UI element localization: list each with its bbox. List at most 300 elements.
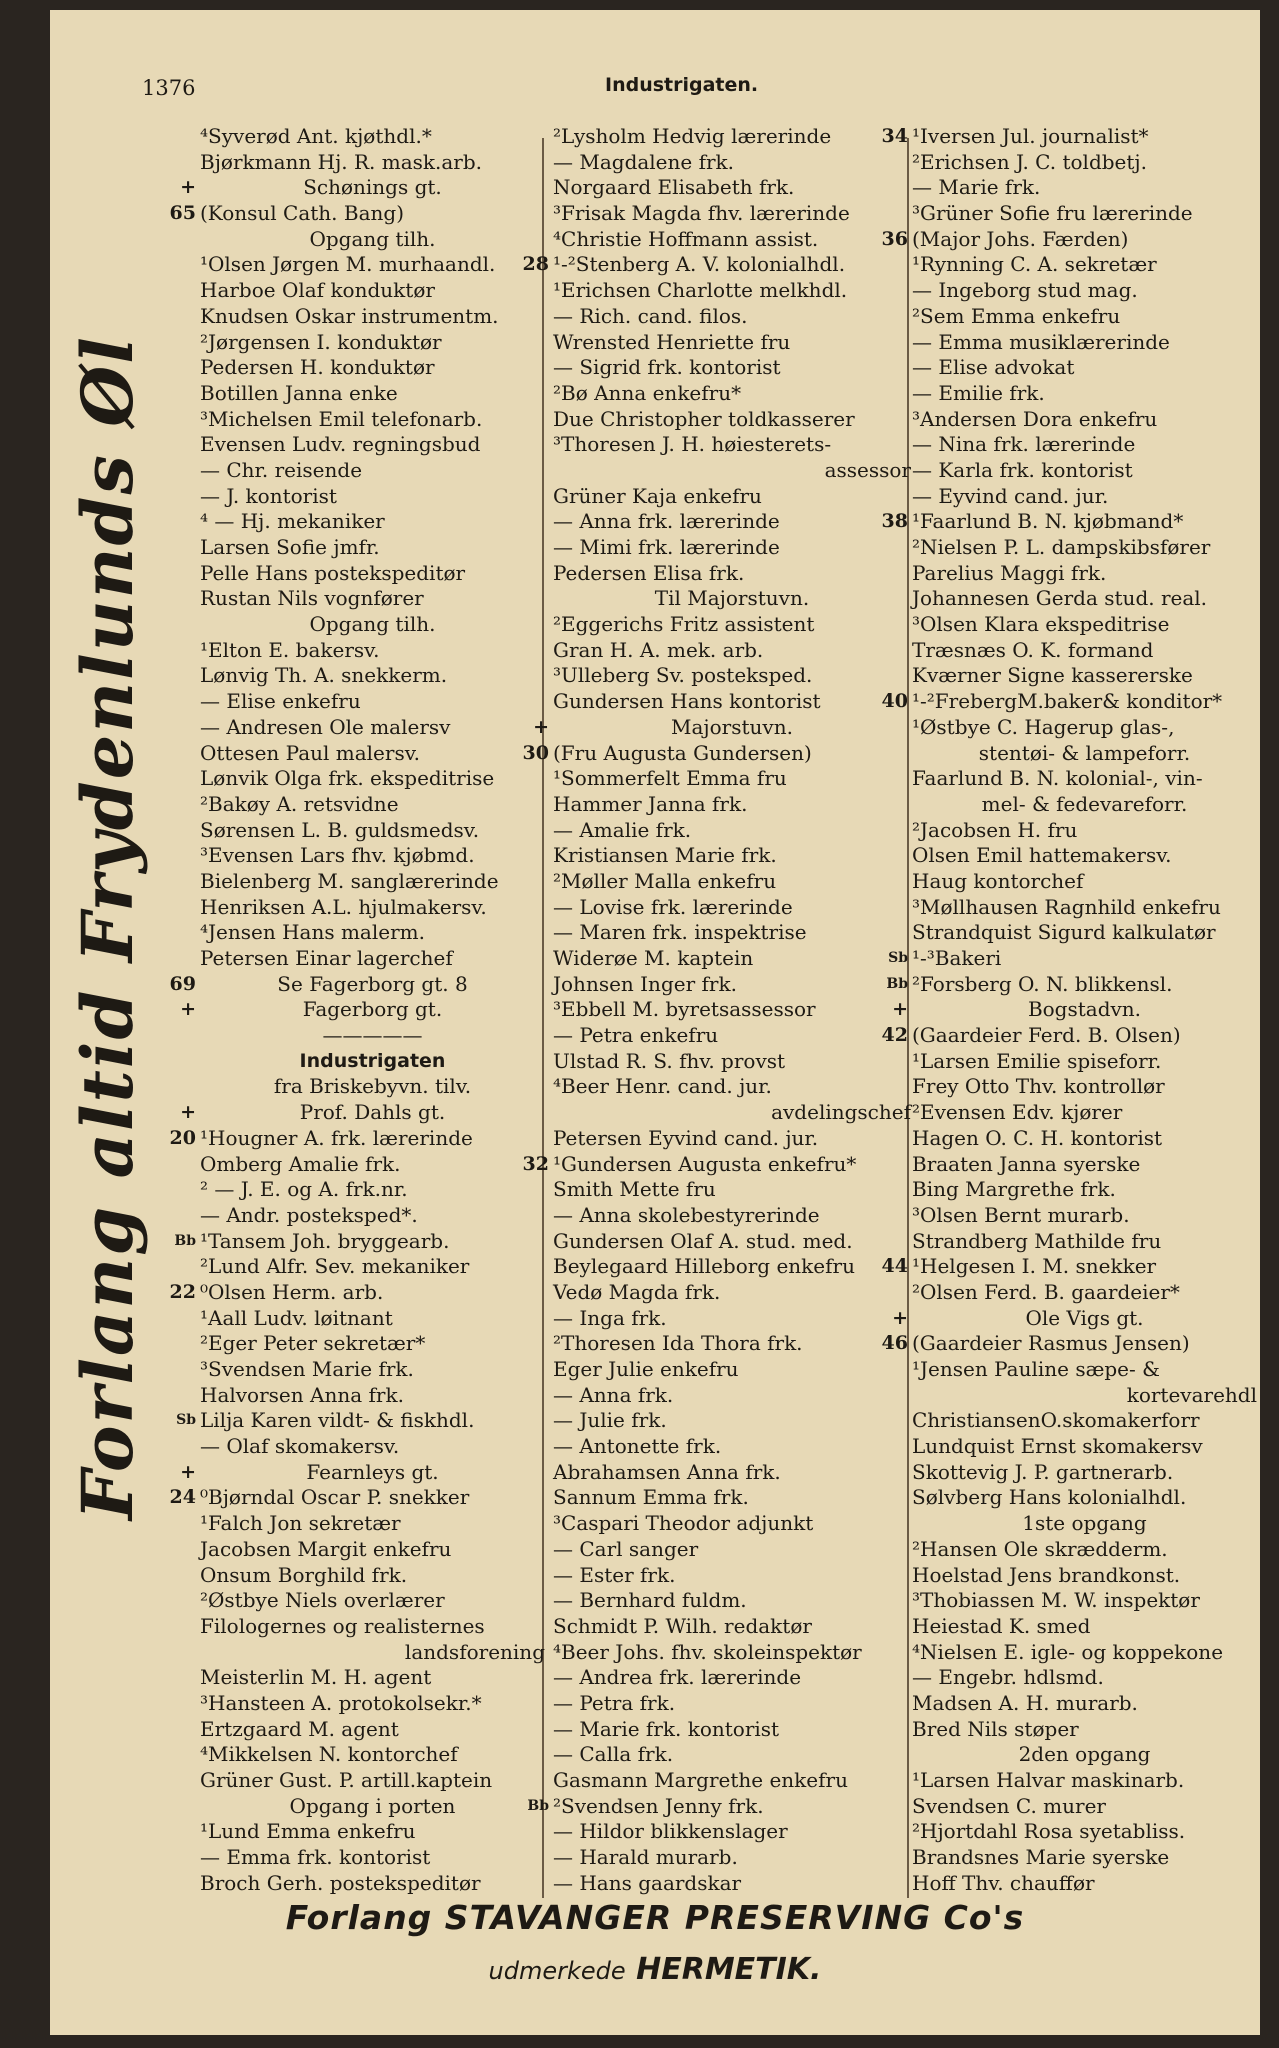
directory-entry <box>200 1742 545 1768</box>
entry-text: ¹Larsen Emilie spiseforr. <box>912 1048 1162 1073</box>
entry-text: Evensen Ludv. regningsbud <box>200 432 481 457</box>
entry-text: Jacobsen Margit enkefru <box>200 1536 452 1561</box>
directory-entry <box>881 226 1257 253</box>
directory-entry <box>912 1665 1257 1691</box>
entry-text: stentøi- & lampeforr. <box>978 740 1191 765</box>
entry-text: — Inga frk. <box>553 1305 667 1330</box>
entry-text: — Sigrid frk. kontorist <box>553 355 781 380</box>
directory-entry <box>912 1074 1257 1100</box>
directory-entry <box>912 818 1257 844</box>
directory-entry <box>200 355 545 381</box>
entry-text: — Bernhard fuldm. <box>553 1588 747 1613</box>
entry-text: Grüner Gust. P. artill.kaptein <box>200 1768 493 1792</box>
directory-entry <box>881 1254 1257 1280</box>
directory-entry <box>892 1305 1257 1332</box>
entry-text: ¹Helgesen I. M. snekker <box>912 1254 1157 1279</box>
vertical-advertisement: Forlang altid Frydenlunds Øl <box>66 335 149 1520</box>
entry-text: Lundquist Ernst skomakersv <box>912 1434 1203 1459</box>
entry-text: Parelius Maggi frk. <box>912 560 1107 585</box>
directory-entry <box>912 458 1257 484</box>
entry-text: Filologernes og realisternes <box>200 1613 485 1638</box>
entry-marker: 44 <box>881 1255 908 1278</box>
entry-text: 2den opgang <box>1018 1742 1151 1767</box>
entry-text: ⁰Olsen Herm. arb. <box>200 1279 384 1304</box>
entry-marker: 38 <box>881 510 908 533</box>
directory-entry <box>912 586 1257 612</box>
entry-marker: 46 <box>881 1332 908 1355</box>
entry-text: Bjørkmann Hj. R. mask.arb. <box>200 149 483 174</box>
entry-text: Due Christopher toldkasserer <box>553 406 855 431</box>
directory-entry <box>912 1511 1257 1537</box>
directory-entry <box>200 818 545 844</box>
entry-text: Eger Julie enkefru <box>553 1357 739 1381</box>
directory-entry <box>200 1537 545 1563</box>
directory-entry <box>553 1331 911 1357</box>
entry-marker: Bb <box>886 975 908 992</box>
directory-entry <box>553 946 911 972</box>
entry-text: Se Fagerborg gt. 8 <box>277 971 468 996</box>
entry-text: — Maren frk. inspektrise <box>553 920 807 945</box>
entry-text: ¹Rynning C. A. sekretær <box>912 252 1157 277</box>
directory-entry <box>553 1614 911 1640</box>
entry-text: ²Eggerichs Fritz assistent <box>553 612 815 637</box>
entry-text: — Hans gaardskar <box>553 1870 742 1895</box>
entry-text: Strandberg Mathilde fru <box>912 1228 1162 1253</box>
entry-text: ³Olsen Bernt murarb. <box>912 1202 1130 1227</box>
entry-text: (Gaardeier Ferd. B. Olsen) <box>912 1023 1181 1048</box>
entry-text: ³Andersen Dora enkefru <box>912 406 1158 431</box>
directory-entry <box>169 1125 545 1152</box>
entry-text: Lønvik Olga frk. ekspeditrise <box>200 766 495 791</box>
entry-text: Braaten Janna syerske <box>912 1151 1141 1176</box>
entry-text: — Engebr. hdlsmd. <box>912 1665 1104 1690</box>
directory-entry <box>553 1511 911 1537</box>
directory-entry <box>912 1614 1257 1640</box>
directory-entry <box>912 895 1257 921</box>
directory-entry <box>553 586 911 612</box>
entry-text: Bing Margrethe frk. <box>912 1177 1116 1202</box>
entry-text: ¹Falch Jon sekretær <box>200 1511 401 1536</box>
entry-text: Meisterlin M. H. agent <box>200 1665 432 1690</box>
entry-text: ²Thoresen Ida Thora frk. <box>553 1331 803 1356</box>
directory-entry <box>912 1460 1257 1486</box>
directory-entry <box>200 612 545 638</box>
entry-text: — Petra enkefru <box>553 1023 719 1048</box>
entry-text: Træsnæs O. K. formand <box>912 637 1154 662</box>
entry-text: Heiestad K. smed <box>912 1613 1091 1638</box>
entry-text: ⁴ — Hj. mekaniker <box>200 509 385 534</box>
directory-entry <box>553 1280 911 1306</box>
entry-marker: + <box>892 1306 908 1329</box>
directory-entry <box>553 1768 911 1794</box>
directory-entry <box>553 1871 911 1897</box>
entry-text: ¹Hougner A. frk. lærerinde <box>200 1125 473 1150</box>
entry-text: Ertzgaard M. agent <box>200 1716 399 1741</box>
directory-entry <box>200 1357 545 1383</box>
directory-entry <box>912 278 1257 304</box>
entry-marker: Bb <box>174 1232 196 1249</box>
directory-entry <box>200 1074 545 1100</box>
directory-entry <box>553 1408 911 1434</box>
directory-entry <box>553 278 911 304</box>
directory-entry <box>200 766 545 792</box>
entry-marker: + <box>533 715 549 738</box>
directory-entry <box>200 638 545 664</box>
entry-text: — Hildor blikkenslager <box>553 1819 788 1844</box>
entry-text: — Antonette frk. <box>553 1434 722 1459</box>
directory-entry <box>912 484 1257 510</box>
entry-text: ²Sem Emma enkefru <box>912 303 1121 328</box>
entry-text: Ole Vigs gt. <box>1025 1305 1144 1330</box>
directory-entry <box>912 1794 1257 1820</box>
directory-entry <box>200 1383 545 1409</box>
entry-text: — Ester frk. <box>553 1562 676 1587</box>
entry-text: — Ingeborg stud mag. <box>912 278 1138 303</box>
entry-text: Opgang tilh. <box>309 226 436 251</box>
entry-text: (Fru Augusta Gundersen) <box>553 740 812 765</box>
entry-text: ²Bø Anna enkefru* <box>553 380 742 405</box>
entry-text: Hoff Thv. chauffør <box>912 1870 1095 1895</box>
entry-marker: Bb <box>527 1797 549 1814</box>
directory-entry <box>200 561 545 587</box>
directory-entry <box>200 509 545 535</box>
directory-entry <box>553 1537 911 1563</box>
entry-text: — Rich. cand. filos. <box>553 303 748 328</box>
directory-entry <box>200 1152 545 1178</box>
entry-text: ³Ebbell M. byretsassessor <box>553 997 816 1022</box>
directory-entry <box>200 920 545 946</box>
directory-page <box>50 10 1260 2035</box>
entry-text: ²Olsen Ferd. B. gaardeier* <box>912 1279 1180 1304</box>
directory-entry <box>553 1023 911 1049</box>
directory-entry <box>553 381 911 407</box>
entry-text: ⁴Jensen Hans malerm. <box>200 920 425 945</box>
directory-entry <box>200 1434 545 1460</box>
directory-entry <box>553 227 911 253</box>
entry-marker: 24 <box>169 1486 196 1509</box>
entry-text: Onsum Borghild frk. <box>200 1562 408 1587</box>
directory-entry <box>912 355 1257 381</box>
entry-text: — Amalie frk. <box>553 817 692 842</box>
directory-entry <box>912 561 1257 587</box>
directory-entry <box>912 1434 1257 1460</box>
entry-text: Schønings gt. <box>303 175 442 200</box>
entry-text: — Anna frk. lærerinde <box>553 509 780 534</box>
directory-entry <box>200 432 545 458</box>
directory-entry <box>553 1665 911 1691</box>
directory-entry <box>912 1229 1257 1255</box>
directory-entry <box>912 920 1257 946</box>
directory-entry <box>912 1100 1257 1126</box>
directory-entry <box>881 509 1257 535</box>
directory-entry <box>200 1306 545 1332</box>
directory-entry <box>200 1511 545 1537</box>
entry-text: Halvorsen Anna frk. <box>200 1382 404 1407</box>
directory-entry <box>522 252 911 278</box>
directory-entry <box>912 175 1257 201</box>
directory-entry <box>553 407 911 433</box>
directory-entry <box>553 330 911 356</box>
directory-entry <box>912 663 1257 689</box>
entry-text: — Marie frk. kontorist <box>553 1716 780 1741</box>
directory-entry <box>200 1665 545 1691</box>
bottom-advertisement-line2 <box>50 1952 1260 1987</box>
directory-entry <box>169 1485 545 1511</box>
directory-entry <box>553 1742 911 1768</box>
entry-text: Johannesen Gerda stud. real. <box>912 586 1208 611</box>
entry-text: ³Michelsen Emil telefonarb. <box>200 406 483 431</box>
entry-text: ¹Sommerfelt Emma fru <box>553 766 787 791</box>
directory-entry <box>200 1588 545 1614</box>
entry-marker: 28 <box>522 253 549 276</box>
entry-text: Petersen Eyvind cand. jur. <box>553 1125 819 1150</box>
entry-marker: 65 <box>169 202 196 225</box>
entry-text: Botillen Janna enke <box>200 380 398 405</box>
entry-text: ²Jacobsen H. fru <box>912 817 1078 842</box>
entry-text: Skottevig J. P. gartnerarb. <box>912 1459 1174 1484</box>
directory-entry <box>553 1691 911 1717</box>
entry-text: ¹Jensen Pauline sæpe- & <box>912 1357 1160 1381</box>
directory-entry <box>912 1537 1257 1563</box>
directory-entry <box>912 330 1257 356</box>
directory-entry <box>180 1459 545 1486</box>
directory-entry <box>553 1203 911 1229</box>
directory-entry <box>912 1152 1257 1178</box>
directory-entry <box>553 458 911 484</box>
page-header: Industrigaten. <box>605 74 759 96</box>
entry-text: kortevarehdl <box>1126 1382 1257 1407</box>
directory-entry <box>881 1331 1257 1357</box>
entry-text: fra Briskebyvn. tilv. <box>273 1074 472 1099</box>
directory-entry <box>912 1177 1257 1203</box>
directory-entry <box>200 458 545 484</box>
directory-entry <box>881 689 1257 715</box>
directory-entry <box>200 1794 545 1820</box>
directory-entry <box>912 150 1257 176</box>
directory-entry <box>553 766 911 792</box>
directory-column-1 <box>169 124 545 1896</box>
directory-entry <box>553 792 911 818</box>
entry-marker: + <box>180 1101 196 1124</box>
entry-text: Harboe Olaf konduktør <box>200 278 435 303</box>
entry-text: Omberg Amalie frk. <box>200 1151 401 1176</box>
entry-marker: 36 <box>881 227 908 250</box>
entry-text: ²Hjortdahl Rosa syetabliss. <box>912 1819 1186 1844</box>
entry-text: ¹-²Stenberg A. V. kolonialhdl. <box>553 252 846 277</box>
entry-text: ²Bakøy A. retsvidne <box>200 791 399 816</box>
directory-entry <box>553 1306 911 1332</box>
entry-text: — Elise advokat <box>912 355 1075 380</box>
directory-entry <box>553 1485 911 1511</box>
directory-entry <box>912 304 1257 330</box>
entry-text: Gasmann Margrethe enkefru <box>553 1768 848 1792</box>
directory-entry <box>553 638 911 664</box>
entry-text: ³Caspari Theodor adjunkt <box>553 1511 814 1536</box>
entry-text: Bielenberg M. sanglærerinde <box>200 868 499 893</box>
entry-text: ²Eger Peter sekretær* <box>200 1331 426 1356</box>
directory-entry <box>912 638 1257 664</box>
directory-entry <box>200 330 545 356</box>
entry-text: ¹Elton E. bakersv. <box>200 637 380 662</box>
entry-text: — Karla frk. kontorist <box>912 457 1133 482</box>
entry-text: Sørensen L. B. guldsmedsv. <box>200 817 480 842</box>
directory-entry <box>200 1871 545 1897</box>
directory-entry <box>200 586 545 612</box>
directory-entry <box>553 1357 911 1383</box>
entry-text: Larsen Sofie jmfr. <box>200 535 380 559</box>
directory-entry <box>200 381 545 407</box>
entry-text: Wrensted Henriette fru <box>553 329 791 354</box>
directory-entry <box>527 1793 911 1820</box>
directory-entry <box>200 1691 545 1717</box>
directory-entry <box>912 1203 1257 1229</box>
entry-text: Sannum Emma frk. <box>553 1485 749 1510</box>
entry-text: Kristiansen Marie frk. <box>553 843 777 868</box>
entry-text: Petersen Einar lagerchef <box>200 946 453 970</box>
entry-text: Madsen A. H. murarb. <box>912 1690 1138 1715</box>
directory-entry <box>881 124 1257 150</box>
entry-text: ²Forsberg O. N. blikkensl. <box>912 971 1173 996</box>
entry-text: ²Hansen Ole skrædderm. <box>912 1536 1168 1561</box>
directory-entry <box>200 304 545 330</box>
entry-text: Brandsnes Marie syerske <box>912 1845 1170 1870</box>
entry-text: ²Evensen Edv. kjører <box>912 1100 1123 1125</box>
entry-text: Frey Otto Thv. kontrollør <box>912 1074 1165 1099</box>
directory-column-2 <box>522 124 911 1896</box>
entry-text: Vedø Magda frk. <box>553 1279 721 1304</box>
entry-text: Abrahamsen Anna frk. <box>553 1459 781 1484</box>
entry-text: Ulstad R. S. fhv. provst <box>553 1048 786 1073</box>
directory-entry <box>881 1023 1257 1049</box>
entry-text: Opgang i porten <box>289 1793 456 1818</box>
directory-entry <box>553 997 911 1023</box>
entry-text: — Lovise frk. lærerinde <box>553 894 793 919</box>
entry-text: Bred Nils støper <box>912 1716 1079 1741</box>
directory-entry <box>912 1357 1257 1383</box>
bottom-advertisement-line1: Forlang STAVANGER PRESERVING Co's <box>285 1898 1025 1937</box>
entry-text: Majorstuvn. <box>671 714 793 739</box>
entry-text: Hammer Janna frk. <box>553 791 748 816</box>
entry-marker: + <box>180 998 196 1021</box>
entry-text: Olsen Emil hattemakersv. <box>912 843 1172 868</box>
directory-entry <box>553 1845 911 1871</box>
directory-entry <box>553 201 911 227</box>
entry-text: Grüner Kaja enkefru <box>553 483 762 508</box>
directory-entry <box>912 1563 1257 1589</box>
directory-entry <box>553 355 911 381</box>
directory-entry <box>200 946 545 972</box>
entry-text: (Konsul Cath. Bang) <box>200 201 404 226</box>
entry-text: ²Jørgensen I. konduktør <box>200 329 442 354</box>
entry-text: ¹Lund Emma enkefru <box>200 1819 416 1844</box>
entry-text: ¹Olsen Jørgen M. murhaandl. <box>200 252 496 277</box>
entry-text: — Emma frk. kontorist <box>200 1845 431 1870</box>
directory-entry <box>169 971 545 998</box>
entry-marker: 30 <box>522 741 549 764</box>
directory-entry <box>200 1614 545 1640</box>
entry-text: ¹Erichsen Charlotte melkhdl. <box>553 278 848 303</box>
entry-marker: 42 <box>881 1024 908 1047</box>
entry-text: Hoelstad Jens brandkonst. <box>912 1562 1181 1587</box>
entry-text: Faarlund B. N. kolonial-, vin- <box>912 766 1203 791</box>
entry-text: Haug kontorchef <box>912 868 1084 893</box>
directory-entry <box>553 1434 911 1460</box>
entry-text: Ottesen Paul malersv. <box>200 740 420 765</box>
directory-entry <box>912 1845 1257 1871</box>
entry-text: Sølvberg Hans kolonialhdl. <box>912 1485 1187 1510</box>
entry-text: — Anna skolebestyrerinde <box>553 1202 820 1227</box>
directory-entry <box>553 484 911 510</box>
entry-text: — Eyvind cand. jur. <box>912 483 1109 508</box>
directory-entry <box>553 124 911 150</box>
entry-marker: 32 <box>522 1152 549 1175</box>
directory-entry <box>180 175 545 201</box>
entry-text: Schmidt P. Wilh. redaktør <box>553 1613 812 1638</box>
directory-entry <box>912 1819 1257 1845</box>
directory-entry <box>553 175 911 201</box>
directory-entry <box>553 1717 911 1743</box>
directory-entry <box>912 1691 1257 1717</box>
entry-text: — Andrea frk. lærerinde <box>553 1665 802 1690</box>
directory-entry <box>912 612 1257 638</box>
entry-marker: 34 <box>881 125 908 147</box>
directory-entry <box>553 869 911 895</box>
directory-entry <box>200 150 545 176</box>
entry-text: — Carl sanger <box>553 1536 699 1561</box>
entry-text: ¹Aall Ludv. løitnant <box>200 1305 393 1330</box>
entry-marker: + <box>892 998 908 1021</box>
directory-entry <box>176 1408 545 1434</box>
directory-entry <box>553 843 911 869</box>
directory-column-3 <box>881 124 1257 1896</box>
entry-text: ³Thoresen J. H. høiesterets- <box>553 432 832 457</box>
directory-entry <box>200 715 545 741</box>
entry-marker: + <box>180 176 196 199</box>
entry-text: — Chr. reisende <box>200 457 363 482</box>
entry-text: — Magdalene frk. <box>553 149 735 174</box>
entry-text: Opgang tilh. <box>309 612 436 637</box>
directory-entry <box>912 1383 1257 1409</box>
directory-entry <box>522 1151 911 1178</box>
directory-entry <box>553 150 911 176</box>
directory-entry <box>912 1742 1257 1768</box>
directory-entry <box>912 1485 1257 1511</box>
entry-text: ³Grüner Sofie fru lærerinde <box>912 201 1193 226</box>
entry-text: — Calla frk. <box>553 1742 674 1767</box>
entry-text: Broch Gerh. postekspeditør <box>200 1870 481 1895</box>
directory-entry <box>174 1228 545 1255</box>
directory-entry <box>553 818 911 844</box>
entry-text: ⁴Christie Hoffmann assist. <box>553 226 819 251</box>
entry-text: ³Evensen Lars fhv. kjøbmd. <box>200 843 475 868</box>
entry-text: — Anna frk. <box>553 1382 674 1407</box>
entry-text: — Andresen Ole malersv <box>200 714 451 739</box>
directory-entry <box>912 381 1257 407</box>
entry-text: avdelingschef <box>771 1100 911 1125</box>
directory-entry <box>912 1126 1257 1152</box>
directory-entry <box>200 895 545 921</box>
entry-text: ²Svendsen Jenny frk. <box>553 1793 764 1818</box>
directory-entry <box>553 1588 911 1614</box>
entry-text: Pedersen Elisa frk. <box>553 560 745 585</box>
directory-entry <box>522 740 911 767</box>
entry-text: — Emma musiklærerinde <box>912 329 1170 354</box>
entry-text: Rustan Nils vognfører <box>200 586 424 611</box>
entry-text: (Gaardeier Rasmus Jensen) <box>912 1331 1190 1356</box>
directory-entry <box>553 1100 911 1126</box>
directory-entry <box>200 1203 545 1229</box>
directory-entry <box>912 1408 1257 1434</box>
